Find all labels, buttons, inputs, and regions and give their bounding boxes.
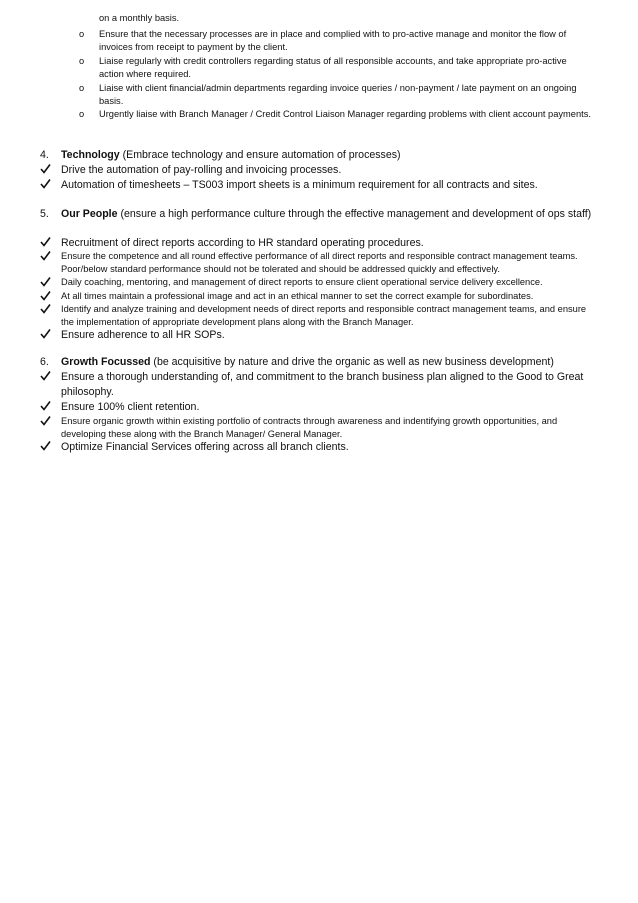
section-5-heading xyxy=(40,207,595,222)
section-description: (ensure a high performance culture through the effective management and development of ops staff) xyxy=(117,208,592,220)
list-item-text: Automation of timesheets – TS003 import sheets is a minimum requirement for all contracts and sites. xyxy=(61,179,538,191)
section-description: (Embrace technology and ensure automation of processes) xyxy=(119,149,401,161)
section-6-item-1 xyxy=(40,370,595,400)
checkmark-icon xyxy=(40,250,51,261)
section-6-item-2 xyxy=(40,400,595,415)
section-5-item-1 xyxy=(40,236,595,251)
list-item-text: Ensure the competence and all round effective performance of all direct reports and responsible contract management teams. Poor/below standard performance should not be tolerated and should be addressed quickly and effectively. xyxy=(61,251,578,275)
section-number: 5. xyxy=(40,208,49,220)
checkmark-icon xyxy=(40,370,51,381)
sub-bullet-text: Ensure that the necessary processes are in place and complied with to pro-active manage and monitor the flow of invoices from receipt to payment by the client. xyxy=(99,29,567,53)
section-4-item-2 xyxy=(40,178,595,193)
checkmark-icon xyxy=(40,415,51,426)
section-5-item-3 xyxy=(40,276,595,289)
section-6-heading xyxy=(40,355,595,370)
circle-bullet-marker: o xyxy=(79,109,85,119)
sub-bullet-4 xyxy=(79,108,594,121)
sub-bullet-text: Liaise regularly with credit controllers regarding status of all responsible accounts, and take appropriate pro-active action where required. xyxy=(99,56,567,80)
checkmark-icon xyxy=(40,178,51,189)
sub-bullet-2 xyxy=(79,55,594,82)
section-5-item-5 xyxy=(40,303,595,330)
checkmark-icon xyxy=(40,303,51,314)
checkmark-icon xyxy=(40,328,51,339)
circle-bullet-marker: o xyxy=(79,29,85,39)
continuation-line xyxy=(79,12,594,25)
list-item-text: Ensure adherence to all HR SOPs. xyxy=(61,329,225,341)
circle-bullet-marker: o xyxy=(79,56,85,66)
section-5-item-4 xyxy=(40,290,595,303)
sub-bullet-3 xyxy=(79,82,594,109)
continuation-text: on a monthly basis. xyxy=(99,13,180,23)
section-6-item-3 xyxy=(40,415,595,442)
list-item-text: Ensure 100% client retention. xyxy=(61,401,200,413)
section-4-heading xyxy=(40,148,595,163)
section-title: Our People xyxy=(61,208,118,220)
list-item-text: Optimize Financial Services offering across all branch clients. xyxy=(61,441,349,453)
checkmark-icon xyxy=(40,440,51,451)
sub-bullet-text: Liaise with client financial/admin departments regarding invoice queries / non-payment / late payment on an ongoing basis. xyxy=(99,83,577,107)
list-item-text: Ensure organic growth within existing portfolio of contracts through awareness and indentifying growth opportunities, and developing these along with the Branch Manager/ General Manager. xyxy=(61,416,558,440)
checkmark-icon xyxy=(40,236,51,247)
section-5-item-6 xyxy=(40,328,595,343)
sub-bullet-1 xyxy=(79,28,594,55)
section-5-item-2 xyxy=(40,250,595,277)
section-number: 4. xyxy=(40,149,49,161)
list-item-text: Drive the automation of pay-rolling and invoicing processes. xyxy=(61,164,342,176)
section-title: Technology xyxy=(61,149,120,161)
list-item-text: At all times maintain a professional image and act in an ethical manner to set the correct example for subordinates. xyxy=(61,291,534,301)
circle-bullet-marker: o xyxy=(79,83,85,93)
list-item-text: Identify and analyze training and development needs of direct reports and responsible contract management teams, and ensure the implementation of appropriate development plans along with the Branch Manager. xyxy=(61,304,587,328)
checkmark-icon xyxy=(40,400,51,411)
list-item-text: Ensure a thorough understanding of, and commitment to the branch business plan aligned to the Good to Great philosophy. xyxy=(61,371,584,398)
checkmark-icon xyxy=(40,290,51,301)
checkmark-icon xyxy=(40,163,51,174)
checkmark-icon xyxy=(40,276,51,287)
section-description: (be acquisitive by nature and drive the organic as well as new business development) xyxy=(150,356,554,368)
section-number: 6. xyxy=(40,356,49,368)
list-item-text: Daily coaching, mentoring, and management of direct reports to ensure client operational service delivery excellence. xyxy=(61,277,543,287)
section-4-item-1 xyxy=(40,163,595,178)
sub-bullet-text: Urgently liaise with Branch Manager / Credit Control Liaison Manager regarding problems with client account payments. xyxy=(99,109,591,119)
list-item-text: Recruitment of direct reports according to HR standard operating procedures. xyxy=(61,237,424,249)
section-title: Growth Focussed xyxy=(61,356,151,368)
section-6-item-4 xyxy=(40,440,595,455)
